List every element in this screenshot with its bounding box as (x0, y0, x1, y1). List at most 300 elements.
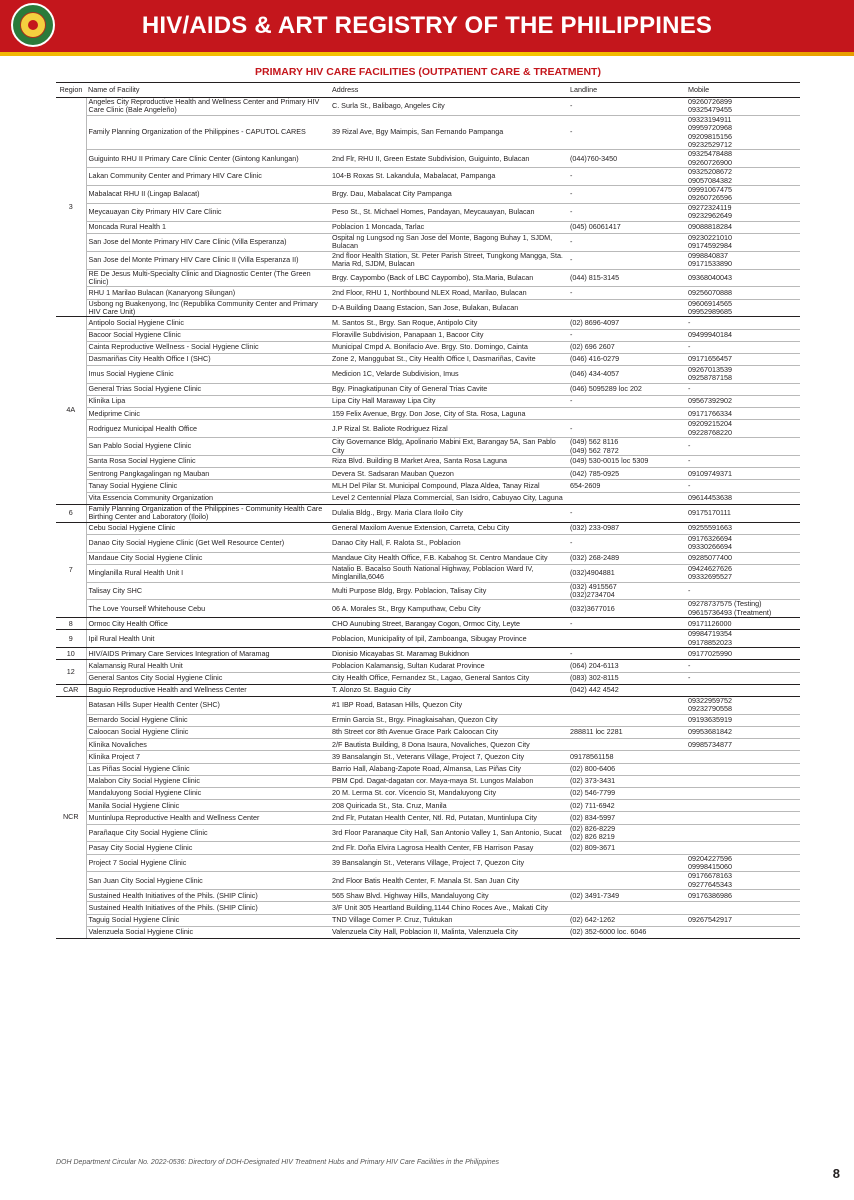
mobile-number: 09959720968 (688, 123, 732, 133)
mobile-number: 09176386986 (688, 890, 732, 900)
table-row (56, 115, 800, 150)
mobile-cell (686, 396, 800, 408)
facility-name-cell: General Trias Social Hygiene Clinic (86, 383, 330, 395)
address-cell: 8th Street cor 8th Avenue Grace Park Caloocan City (330, 727, 568, 739)
address-cell: Riza Blvd. Building B Market Area, Santa Rosa Laguna (330, 456, 568, 468)
facility-name-cell: Ipil Rural Health Unit (86, 630, 330, 648)
mobile-number: 09614453638 (688, 493, 732, 503)
landline-cell: - (568, 504, 686, 522)
mobile-cell (686, 221, 800, 233)
mobile-cell (686, 383, 800, 395)
table-body (56, 98, 800, 939)
landline-cell: (032) 4915567 (032)2734704 (568, 582, 686, 600)
address-cell: Poblacion, Municipality of Ipil, Zamboanga, Sibugay Province (330, 630, 568, 648)
facility-name-cell: Talisay City SHC (86, 582, 330, 600)
facility-name-cell: Mabalacat RHU II (Lingap Balacat) (86, 186, 330, 204)
facility-name-cell: Imus Social Hygiene Clinic (86, 366, 330, 384)
table-row (56, 456, 800, 468)
mobile-cell (686, 727, 800, 739)
facility-name-cell: Taguig Social Hygiene Clinic (86, 914, 330, 926)
facility-name-cell: Minglanilla Rural Health Unit I (86, 564, 330, 582)
landline-cell: (049) 530-0015 loc 5309 (568, 456, 686, 468)
address-cell: 39 Rizal Ave, Bgy Maimpis, San Fernando Pampanga (330, 115, 568, 150)
table-row (56, 233, 800, 251)
address-cell: Multi Purpose Bldg, Brgy. Poblacion, Talisay City (330, 582, 568, 600)
address-cell: T. Alonzo St. Baguio City (330, 684, 568, 696)
mobile-cell (686, 739, 800, 751)
mobile-cell (686, 800, 800, 812)
landline-cell: (032) 268-2489 (568, 552, 686, 564)
address-cell: MLH Del Pilar St. Municipal Compound, Plaza Aldea, Tanay Rizal (330, 480, 568, 492)
mobile-number: 09985734877 (688, 739, 732, 749)
facility-name-cell: Mediprime Cinic (86, 408, 330, 420)
mobile-number: - (688, 456, 691, 466)
mobile-cell (686, 534, 800, 552)
address-cell: Valenzuela City Hall, Poblacion II, Malinta, Valenzuela City (330, 926, 568, 938)
landline-cell: (044) 815-3145 (568, 269, 686, 287)
landline-cell (568, 299, 686, 317)
landline-cell (568, 697, 686, 715)
landline-cell: (02) 826-8229 (02) 826 8219 (568, 824, 686, 842)
facility-name-cell: Sentrong Pangkagalingan ng Mauban (86, 468, 330, 480)
mobile-number: 09171126000 (688, 618, 732, 628)
mobile-number: 09109749371 (688, 468, 732, 478)
mobile-number: - (688, 342, 691, 352)
address-cell: Brgy. Dau, Mabalacat City Pampanga (330, 186, 568, 204)
mobile-number: 09230221010 (688, 233, 732, 242)
mobile-number: 09260726900 (688, 157, 732, 167)
facility-name-cell: Sustained Health Initiatives of the Phils. (SHIP Clinic) (86, 902, 330, 914)
table-row (56, 299, 800, 317)
landline-cell: (083) 302-8115 (568, 672, 686, 684)
landline-cell: - (568, 329, 686, 341)
address-cell: PBM Cpd. Dagat-dagatan cor. Maya-maya St. Lungos Malabon (330, 775, 568, 787)
mobile-cell (686, 672, 800, 684)
address-cell: Brgy. Caypombo (Back of LBC Caypombo), Sta.Maria, Bulacan (330, 269, 568, 287)
mobile-number: - (688, 441, 691, 451)
mobile-cell (686, 926, 800, 938)
mobile-number: - (688, 673, 691, 683)
address-cell: #1 IBP Road, Batasan Hills, Quezon City (330, 697, 568, 715)
table-row (56, 504, 800, 522)
table-row (56, 787, 800, 799)
mobile-cell (686, 660, 800, 672)
mobile-cell (686, 763, 800, 775)
table-row (56, 383, 800, 395)
table-row (56, 800, 800, 812)
address-cell: Floraville Subdivision, Panapaan 1, Bacoor City (330, 329, 568, 341)
facility-name-cell: Moncada Rural Health 1 (86, 221, 330, 233)
landline-cell (568, 408, 686, 420)
table-row (56, 341, 800, 353)
table-row (56, 150, 800, 168)
mobile-cell (686, 408, 800, 420)
landline-cell: - (568, 233, 686, 251)
landline-cell: - (568, 534, 686, 552)
landline-cell: 09178561158 (568, 751, 686, 763)
mobile-cell (686, 251, 800, 269)
landline-cell: (02) 546-7799 (568, 787, 686, 799)
table-row (56, 714, 800, 726)
region-cell: 10 (56, 648, 86, 660)
table-row (56, 854, 800, 872)
facility-name-cell: Angeles City Reproductive Health and Wellness Center and Primary HIV Care Clinic (Bale Angeleño) (86, 98, 330, 116)
landline-cell: - (568, 186, 686, 204)
facility-name-cell: Klinika Project 7 (86, 751, 330, 763)
mobile-number: 09325208672 (688, 167, 732, 177)
table-row (56, 221, 800, 233)
section-divider (56, 82, 800, 83)
facility-name-cell: Lakan Community Center and Primary HIV Care Clinic (86, 168, 330, 186)
facility-name-cell: Cebu Social Hygiene Clinic (86, 522, 330, 534)
landline-cell: (064) 204-6113 (568, 660, 686, 672)
table-row (56, 775, 800, 787)
facility-name-cell: Cainta Reproductive Wellness - Social Hygiene Clinic (86, 341, 330, 353)
address-cell: C. Surla St., Balibago, Angeles City (330, 98, 568, 116)
table-row (56, 600, 800, 618)
region-cell: 6 (56, 504, 86, 522)
table-row (56, 98, 800, 116)
facility-name-cell: Meycauayan City Primary HIV Care Clinic (86, 203, 330, 221)
table-row (56, 366, 800, 384)
mobile-number: 09228768220 (688, 427, 732, 437)
table-row (56, 648, 800, 660)
address-cell: Barrio Hall, Alabang-Zapote Road, Almansa, Las Piñas City (330, 763, 568, 775)
table-row (56, 660, 800, 672)
landline-cell: - (568, 203, 686, 221)
mobile-cell (686, 168, 800, 186)
facility-name-cell: Sustained Health Initiatives of the Phils. (SHIP Clinic) (86, 890, 330, 902)
mobile-cell (686, 872, 800, 890)
address-cell: 3/F Unit 305 Heartland Building,1144 Chino Roces Ave., Makati City (330, 902, 568, 914)
facility-name-cell: San Pablo Social Hygiene Clinic (86, 438, 330, 456)
mobile-cell (686, 697, 800, 715)
mobile-cell (686, 115, 800, 150)
landline-cell: (02) 711-6942 (568, 800, 686, 812)
landline-cell: - (568, 396, 686, 408)
landline-cell: - (568, 251, 686, 269)
landline-cell: (02) 352-6000 loc. 6046 (568, 926, 686, 938)
table-row (56, 329, 800, 341)
table-row (56, 763, 800, 775)
region-cell: 8 (56, 618, 86, 630)
landline-cell: (02) 834-5997 (568, 812, 686, 824)
landline-cell: (032)3677016 (568, 600, 686, 618)
mobile-cell (686, 317, 800, 329)
address-cell: Ospital ng Lungsod ng San Jose del Monte, Bagong Buhay 1, SJDM, Bulacan (330, 233, 568, 251)
table-row (56, 872, 800, 890)
facility-name-cell: Guiguinto RHU II Primary Care Clinic Center (Gintong Kanlungan) (86, 150, 330, 168)
address-cell: Dulalia Bldg., Brgy. Maria Clara Iloilo City (330, 504, 568, 522)
landline-cell: (02) 809-3671 (568, 842, 686, 854)
footer-note: DOH Department Circular No. 2022-0536: Directory of DOH-Designated HIV Treatment Hubs and Primary HIV Care Facilities in the Philippines (56, 1159, 499, 1166)
facility-name-cell: Danao City Social Hygiene Clinic (Get Well Resource Center) (86, 534, 330, 552)
landline-cell: (032) 233-0987 (568, 522, 686, 534)
address-cell: TND Village Corner P. Cruz, Tuktukan (330, 914, 568, 926)
mobile-number: 09057084382 (688, 175, 732, 185)
landline-cell (568, 902, 686, 914)
address-cell: 104-B Roxas St. Lakandula, Mabalacat, Pampanga (330, 168, 568, 186)
mobile-number: 09368040043 (688, 272, 732, 282)
facility-name-cell: Usbong ng Buakenyong, Inc (Republika Community Center and Primary HIV Care Unit) (86, 299, 330, 317)
mobile-number: 09088818284 (688, 222, 732, 232)
facility-name-cell: Las Piñas Social Hygiene Clinic (86, 763, 330, 775)
mobile-number: 09260726596 (688, 193, 732, 203)
mobile-number: - (688, 384, 691, 394)
mobile-cell (686, 902, 800, 914)
address-cell: 39 Bansalangin St., Veterans Village, Project 7, Quezon City (330, 854, 568, 872)
mobile-number: 09567392902 (688, 396, 732, 406)
address-cell: City Health Office, Fernandez St., Lagao, General Santos City (330, 672, 568, 684)
landline-cell: (02) 3491-7349 (568, 890, 686, 902)
address-cell: Ermin Garcia St., Brgy. Pinagkaisahan, Quezon City (330, 714, 568, 726)
facility-name-cell: San Jose del Monte Primary HIV Care Clinic (Villa Esperanza) (86, 233, 330, 251)
facility-name-cell: Ormoc City Health Office (86, 618, 330, 630)
table-row (56, 739, 800, 751)
landline-cell: (049) 562 8116 (049) 562 7872 (568, 438, 686, 456)
mobile-number: - (688, 480, 691, 490)
address-cell: Danao City Hall, F. Ralota St., Poblacion (330, 534, 568, 552)
landline-cell (568, 714, 686, 726)
mobile-cell (686, 787, 800, 799)
address-cell: Poblacion 1 Moncada, Tarlac (330, 221, 568, 233)
table-row (56, 842, 800, 854)
mobile-number: 09258787158 (688, 373, 732, 383)
table-row (56, 552, 800, 564)
mobile-cell (686, 186, 800, 204)
mobile-cell (686, 648, 800, 660)
region-cell: 3 (56, 98, 86, 317)
facility-name-cell: Bernardo Social Hygiene Clinic (86, 714, 330, 726)
page-number: 8 (832, 1166, 840, 1181)
address-cell: Level 2 Centennial Plaza Commercial, San Isidro, Cabuyao City, Laguna (330, 492, 568, 504)
mobile-cell (686, 492, 800, 504)
region-cell: 4A (56, 317, 86, 505)
table-row (56, 420, 800, 438)
mobile-number: - (688, 585, 691, 595)
table-header-row (56, 84, 800, 98)
mobile-number: 09209215204 (688, 419, 732, 429)
landline-cell: (032)4904881 (568, 564, 686, 582)
mobile-number: 09322959752 (688, 696, 732, 705)
table-row (56, 522, 800, 534)
facility-name-cell: Batasan Hills Super Health Center (SHC) (86, 697, 330, 715)
table-row (56, 630, 800, 648)
mobile-number: 09171533890 (688, 259, 732, 269)
landline-cell: (046) 416-0279 (568, 353, 686, 365)
table-row (56, 317, 800, 329)
mobile-number: 09984719354 (688, 629, 732, 639)
facility-name-cell: Baguio Reproductive Health and Wellness Center (86, 684, 330, 696)
address-cell: Zone 2, Manggubat St., City Health Office I, Dasmariñas, Cavite (330, 353, 568, 365)
address-cell: 39 Bansalangin St., Veterans Village, Project 7, Quezon City (330, 751, 568, 763)
facility-name-cell: Malabon City Social Hygiene Clinic (86, 775, 330, 787)
mobile-cell (686, 233, 800, 251)
column-header-address: Address (330, 84, 568, 98)
table-row (56, 914, 800, 926)
facility-name-cell: Family Planning Organization of the Philippines - Community Health Care Birthing Center and Laboratory (Iloilo) (86, 504, 330, 522)
facility-table (56, 84, 800, 939)
mobile-number: 09256070888 (688, 287, 732, 297)
landline-cell: - (568, 98, 686, 116)
landline-cell: (046) 5095289 loc 202 (568, 383, 686, 395)
facility-name-cell: General Santos City Social Hygiene Clinic (86, 672, 330, 684)
mobile-cell (686, 98, 800, 116)
facility-name-cell: RHU 1 Marilao Bulacan (Kanaryong Silungan) (86, 287, 330, 299)
landline-cell: (02) 642-1262 (568, 914, 686, 926)
landline-cell: (044)760-3450 (568, 150, 686, 168)
facility-name-cell: HIV/AIDS Primary Care Services Integration of Maramag (86, 648, 330, 660)
landline-cell: - (568, 168, 686, 186)
mobile-number: 09171656457 (688, 354, 732, 364)
mobile-number: 09278737575 (Testing) (688, 599, 762, 609)
address-cell: 2nd Floor Batis Health Center, F. Manala St. San Juan City (330, 872, 568, 890)
mobile-cell (686, 480, 800, 492)
mobile-number: 09176678163 (688, 871, 732, 881)
table-row (56, 926, 800, 938)
mobile-number: 09952989685 (688, 306, 732, 316)
mobile-number: - (688, 317, 691, 327)
mobile-cell (686, 890, 800, 902)
mobile-number: 09499940184 (688, 329, 732, 339)
page-title: HIV/AIDS & ART REGISTRY OF THE PHILIPPINES (141, 12, 713, 39)
facility-name-cell: Parañaque City Social Hygiene Clinic (86, 824, 330, 842)
table-row (56, 408, 800, 420)
address-cell: 20 M. Lerma St. cor. Vicencio St, Mandaluyong City (330, 787, 568, 799)
mobile-cell (686, 714, 800, 726)
mobile-number: 09232790558 (688, 704, 732, 714)
mobile-number: 09424627626 (688, 564, 732, 573)
facility-name-cell: Bacoor Social Hygiene Clinic (86, 329, 330, 341)
address-cell: Lipa City Hall Maraway Lipa City (330, 396, 568, 408)
mobile-number: 09272324119 (688, 203, 732, 212)
table-row (56, 534, 800, 552)
table-row (56, 269, 800, 287)
address-cell: 2nd Flr. Doña Elvira Lagrosa Health Center, FB Harrison Pasay (330, 842, 568, 854)
table-row (56, 492, 800, 504)
table-row (56, 438, 800, 456)
facility-name-cell: Manila Social Hygiene Clinic (86, 800, 330, 812)
table-row (56, 287, 800, 299)
address-cell: 2/F Bautista Building, 8 Dona Isaura, Novaliches, Quezon City (330, 739, 568, 751)
facility-name-cell: Santa Rosa Social Hygiene Clinic (86, 456, 330, 468)
mobile-number: 09232962649 (688, 211, 732, 221)
facility-name-cell: RE De Jesus Multi-Specialty Clinic and Diagnostic Center (The Green Clinic) (86, 269, 330, 287)
address-cell: City Governance Bldg, Apolinario Mabini Ext, Barangay 5A, San Pablo City (330, 438, 568, 456)
facility-name-cell: Caloocan Social Hygiene Clinic (86, 727, 330, 739)
mobile-cell (686, 582, 800, 600)
mobile-cell (686, 456, 800, 468)
table-row (56, 727, 800, 739)
facility-name-cell: Family Planning Organization of the Philippines - CAPUTOL CARES (86, 115, 330, 150)
table-row (56, 203, 800, 221)
column-header-landline: Landline (568, 84, 686, 98)
mobile-cell (686, 842, 800, 854)
address-cell: 06 A. Morales St., Brgy Kamputhaw, Cebu City (330, 600, 568, 618)
table-row (56, 186, 800, 204)
mobile-number: 09953681842 (688, 727, 732, 737)
mobile-cell (686, 914, 800, 926)
landline-cell: - (568, 618, 686, 630)
table-row (56, 751, 800, 763)
mobile-number: 09177025990 (688, 648, 732, 658)
landline-cell: - (568, 287, 686, 299)
address-cell: 2nd Floor, RHU 1, Northbound NLEX Road, Marilao, Bulacan (330, 287, 568, 299)
column-header-mobile: Mobile (686, 84, 800, 98)
landline-cell: 288811 loc 2281 (568, 727, 686, 739)
address-cell: Poblacion Kalamansig, Sultan Kudarat Province (330, 660, 568, 672)
mobile-cell (686, 420, 800, 438)
mobile-number: 09285077400 (688, 553, 732, 563)
facility-name-cell: San Juan City Social Hygiene Clinic (86, 872, 330, 890)
header-banner (0, 0, 854, 52)
facility-name-cell: Tanay Social Hygiene Clinic (86, 480, 330, 492)
address-cell: 208 Quiricada St., Sta. Cruz, Manila (330, 800, 568, 812)
table-row (56, 902, 800, 914)
landline-cell: (02) 8696-4097 (568, 317, 686, 329)
mobile-cell (686, 468, 800, 480)
address-cell: 159 Felix Avenue, Brgy. Don Jose, City of Sta. Rosa, Laguna (330, 408, 568, 420)
table-row (56, 468, 800, 480)
address-cell: Municipal Cmpd A. Bonifacio Ave. Brgy. Sto. Domingo, Cainta (330, 341, 568, 353)
facility-name-cell: The Love Yourself Whitehouse Cebu (86, 600, 330, 618)
mobile-cell (686, 522, 800, 534)
facility-name-cell: Muntinlupa Reproductive Health and Wellness Center (86, 812, 330, 824)
address-cell: 2nd floor Health Station, St. Peter Parish Street, Tungkong Mangga, Sta. Maria Rd, SJDM, Bulacan (330, 251, 568, 269)
mobile-number: 09267013539 (688, 365, 732, 375)
mobile-cell (686, 353, 800, 365)
landline-cell (568, 872, 686, 890)
mobile-number: 09209815156 (688, 131, 732, 141)
facility-name-cell: Mandaluyong Social Hygiene Clinic (86, 787, 330, 799)
region-cell: 9 (56, 630, 86, 648)
mobile-cell (686, 269, 800, 287)
mobile-number: 09178852023 (688, 637, 732, 647)
region-cell: 12 (56, 660, 86, 684)
table-row (56, 618, 800, 630)
address-cell: 565 Shaw Blvd. Highway Hills, Mandaluyong City (330, 890, 568, 902)
table-row (56, 396, 800, 408)
facility-name-cell: Antipolo Social Hygiene Clinic (86, 317, 330, 329)
mobile-cell (686, 366, 800, 384)
mobile-number: 09606914565 (688, 299, 732, 308)
table-row (56, 684, 800, 696)
mobile-cell (686, 812, 800, 824)
mobile-number: 09193635919 (688, 715, 732, 725)
address-cell: Peso St., St. Michael Homes, Pandayan, Meycauayan, Bulacan (330, 203, 568, 221)
address-cell: D-A Building Daang Estacion, San Jose, Bulakan, Bulacan (330, 299, 568, 317)
facility-name-cell: Klinika Novaliches (86, 739, 330, 751)
mobile-number: 09204227596 (688, 854, 732, 863)
landline-cell (568, 492, 686, 504)
column-header-region: Region (56, 84, 86, 98)
facility-name-cell: Dasmariñas City Health Office I (SHC) (86, 353, 330, 365)
region-cell: 7 (56, 522, 86, 618)
mobile-number: 09330266694 (688, 542, 732, 552)
mobile-cell (686, 341, 800, 353)
landline-cell: - (568, 115, 686, 150)
mobile-cell (686, 552, 800, 564)
facility-name-cell: Vita Essencia Community Organization (86, 492, 330, 504)
mobile-number: 09267542917 (688, 914, 732, 924)
table-row (56, 564, 800, 582)
address-cell: Bgy. Pinagkatipunan City of General Trias Cavite (330, 383, 568, 395)
landline-cell: (042) 785-0925 (568, 468, 686, 480)
landline-cell: (042) 442 4542 (568, 684, 686, 696)
column-header-name: Name of Facility (86, 84, 330, 98)
facility-name-cell: Project 7 Social Hygiene Clinic (86, 854, 330, 872)
table-row (56, 353, 800, 365)
